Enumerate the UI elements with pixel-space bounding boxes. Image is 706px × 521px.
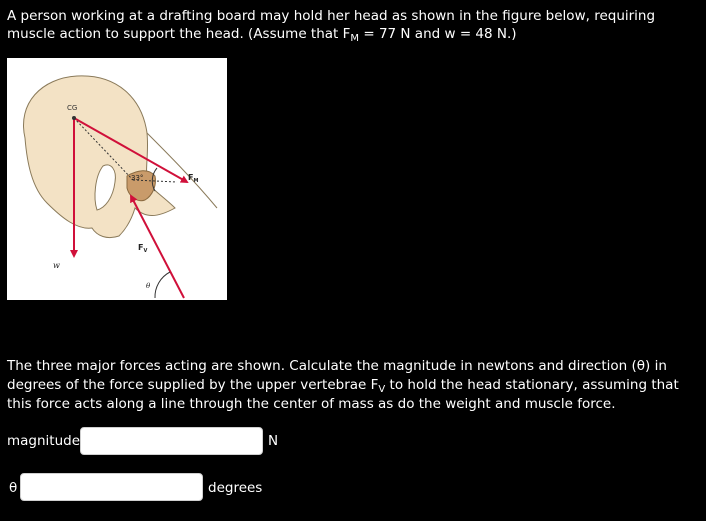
head-force-figure (7, 58, 227, 300)
problem-statement (7, 7, 697, 43)
magnitude-label: magnitude (7, 433, 81, 449)
question-text (7, 357, 697, 414)
theta-figure-label: θ (146, 282, 151, 290)
angle-33-label: 33° (131, 174, 144, 182)
intro-text-end: = 77 N and w = 48 N.) (359, 26, 517, 42)
cg-label: CG (67, 104, 78, 112)
fv-label: $F_V$ (138, 243, 148, 254)
theta-answer-label: θ (9, 480, 18, 496)
w-label: w (53, 261, 60, 270)
theta-unit: degrees (208, 480, 263, 496)
fm-subscript: M (350, 33, 360, 44)
intro-text: A person working at a drafting board may hold her head as shown in the figure below, requiring muscle action to support the head. (Assume that F (7, 8, 656, 42)
theta-input[interactable] (20, 473, 203, 501)
magnitude-input[interactable] (80, 427, 263, 455)
theta-arc (155, 272, 170, 298)
magnitude-unit: N (268, 433, 279, 449)
question-text-end: to hold the head stationary, assuming that this force acts along a line through the center of mass as do the weight and muscle force. (7, 377, 679, 412)
skull-outline (24, 76, 175, 238)
fv-subscript: V (378, 384, 386, 395)
cg-dot (72, 116, 76, 120)
question-text-main: The three major forces acting are shown. Calculate the magnitude in newtons and direction (θ) in degrees of the force supplied by the upper vertebrae F (7, 358, 667, 393)
fm-label: $F_M$ (188, 173, 199, 184)
